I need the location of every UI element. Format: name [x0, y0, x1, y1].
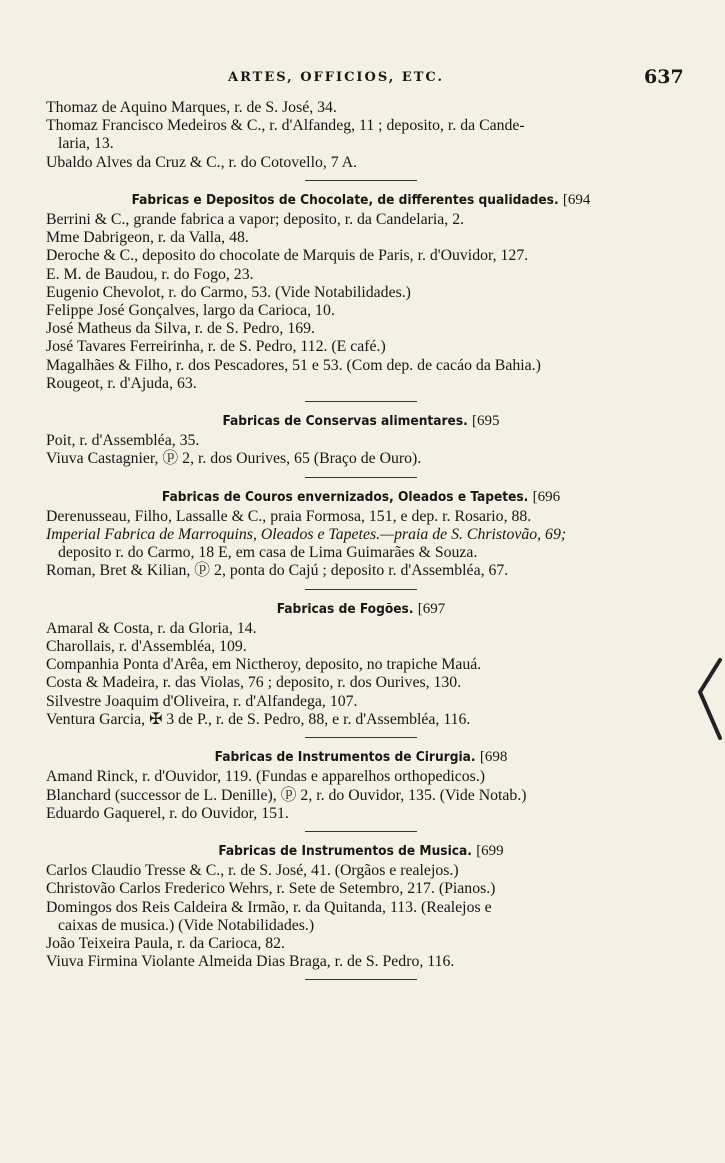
list-item: Amaral & Costa, r. da Gloria, 14. [46, 619, 257, 637]
section-heading [46, 191, 676, 209]
section-number: [697 [417, 600, 446, 617]
list-item: E. M. de Baudou, r. do Fogo, 23. [46, 265, 254, 283]
list-item: Viuva Firmina Violante Almeida Dias Braga, r. de S. Pedro, 116. [46, 953, 455, 971]
section-divider [305, 477, 417, 478]
section-divider [305, 979, 417, 980]
list-item: Carlos Claudio Tresse & C., r. de S. José, 41. (Orgãos e realejos.) [46, 862, 459, 880]
section-number: [696 [532, 488, 561, 505]
page-number: 637 [644, 66, 684, 88]
section-number: [695 [472, 413, 500, 430]
list-item: João Teixeira Paula, r. da Carioca, 82. [46, 934, 285, 952]
list-item: Amand Rinck, r. d'Ouvidor, 119. (Fundas e apparelhos orthopedicos.) [46, 768, 486, 786]
list-item: Deroche & C., deposito do chocolate de Marquis de Paris, r. d'Ouvidor, 127. [46, 247, 529, 265]
section-musica [46, 842, 676, 971]
list-item: Mme Dabrigeon, r. da Valla, 48. [46, 229, 249, 247]
section-heading [46, 488, 676, 506]
running-head-title: ARTES, OFFICIOS, ETC. [228, 70, 445, 85]
list-item: Blanchard (successor de L. Denille), ⓟ 2, r. do Ouvidor, 135. (Vide Notab.) [46, 786, 527, 804]
list-item: Costa & Madeira, r. das Violas, 76 ; deposito, r. dos Ourives, 130. [46, 674, 462, 692]
list-item: Silvestre Joaquim d'Oliveira, r. d'Alfandega, 107. [46, 692, 358, 710]
section-divider [305, 180, 417, 181]
list-item: Poit, r. d'Assembléa, 35. [46, 432, 200, 450]
section-divider [305, 401, 417, 402]
list-item: Viuva Castagnier, ⓟ 2, r. dos Ourives, 65 (Braço de Ouro). [46, 450, 422, 468]
section-divider [305, 589, 417, 590]
page-content [46, 99, 676, 990]
list-item: Derenusseau, Filho, Lassalle & C., praia Formosa, 151, e dep. r. Rosario, 88. [46, 507, 532, 525]
list-item: José Tavares Ferreirinha, r. de S. Pedro, 112. (E café.) [46, 338, 386, 356]
section-heading [46, 600, 676, 618]
section-heading-text: Fabricas de Fogões. [276, 600, 414, 617]
section-heading [46, 748, 676, 766]
section-number: [699 [476, 842, 504, 859]
list-item: Felippe José Gonçalves, largo da Carioca, 10. [46, 302, 335, 320]
list-item: José Matheus da Silva, r. de S. Pedro, 169. [46, 320, 315, 338]
section-number: [698 [479, 749, 508, 766]
section-conservas [46, 412, 676, 469]
section-chocolate [46, 191, 676, 393]
section-heading-text: Fabricas e Depositos de Chocolate, de differentes qualidades. [131, 191, 559, 208]
section-heading-text: Fabricas de Conservas alimentares. [222, 413, 468, 430]
running-head [0, 66, 725, 90]
section-fogoes [46, 600, 676, 729]
margin-bracket-mark [694, 654, 724, 744]
section-number: [694 [562, 191, 591, 208]
list-item: Rougeot, r. d'Ajuda, 63. [46, 374, 197, 392]
list-item: Thomaz de Aquino Marques, r. de S. José, 34. [46, 99, 337, 116]
section-heading-text: Fabricas de Couros envernizados, Oleados e Tapetes. [161, 488, 529, 505]
list-item-continuation: laria, 13. [58, 135, 114, 153]
list-item: Christovão Carlos Frederico Wehrs, r. Sete de Setembro, 217. (Pianos.) [46, 880, 496, 898]
top-entries [46, 99, 676, 172]
list-item: Ventura Garcia, ✠ 3 de P., r. de S. Pedro, 88, e r. d'Assembléa, 116. [46, 710, 471, 728]
section-heading [46, 412, 676, 430]
list-item: Eugenio Chevolot, r. do Carmo, 53. (Vide Notabilidades.) [46, 283, 411, 301]
list-item: Berrini & C., grande fabrica a vapor; deposito, r. da Candelaria, 2. [46, 211, 465, 229]
list-item: Ubaldo Alves da Cruz & C., r. do Cotovello, 7 A. [46, 153, 358, 171]
list-item: Thomaz Francisco Medeiros & C., r. d'Alfandeg, 11 ; deposito, r. da Cande- [46, 117, 525, 135]
section-heading-text: Fabricas de Instrumentos de Musica. [218, 842, 472, 859]
list-item: Roman, Bret & Kilian, ⓟ 2, ponta do Cajú ; deposito r. d'Assembléa, 67. [46, 562, 509, 580]
list-item: Domingos dos Reis Caldeira & Irmão, r. da Quitanda, 113. (Realejos e [46, 898, 492, 916]
list-item-continuation: caixas de musica.) (Vide Notabilidades.) [58, 916, 315, 934]
list-item: Eduardo Gaquerel, r. do Ouvidor, 151. [46, 804, 289, 822]
section-heading [46, 842, 676, 860]
list-item: Companhia Ponta d'Arêa, em Nictheroy, deposito, no trapiche Mauá. [46, 656, 482, 674]
list-item-continuation: deposito r. do Carmo, 18 E, em casa de Lima Guimarães & Souza. [58, 544, 478, 562]
section-couros [46, 488, 676, 581]
section-heading-text: Fabricas de Instrumentos de Cirurgia. [214, 749, 476, 766]
section-cirurgia [46, 748, 676, 823]
list-item: Magalhães & Filho, r. dos Pescadores, 51 e 53. (Com dep. de cacáo da Bahia.) [46, 356, 541, 374]
list-item: Imperial Fabrica de Marroquins, Oleados e Tapetes.—praia de S. Christovão, 69; [46, 526, 567, 544]
list-item: Charollais, r. d'Assembléa, 109. [46, 638, 247, 656]
section-divider [305, 737, 417, 738]
section-divider [305, 831, 417, 832]
